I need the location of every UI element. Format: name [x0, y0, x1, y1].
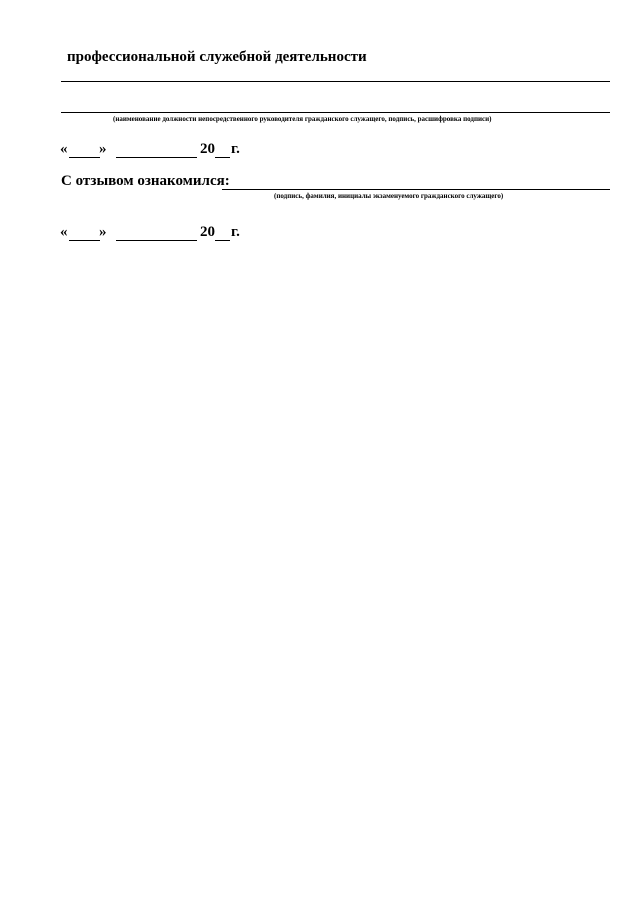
year-blank	[215, 240, 230, 241]
text-underline	[61, 81, 610, 82]
supervisor-caption: (наименование должности непосредственного руководителя гражданского служащего, подпись, расшифровка подписи)	[113, 115, 492, 123]
month-blank	[116, 240, 197, 241]
year-suffix: г.	[231, 224, 240, 240]
acknowledgement-signature-line	[222, 189, 610, 190]
date-close-quote: »	[99, 141, 107, 157]
day-blank	[69, 157, 100, 158]
acknowledgement-caption: (подпись, фамилия, инициалы экзаменуемого гражданского служащего)	[274, 192, 504, 200]
year-prefix: 20	[200, 224, 215, 240]
date-open-quote: «	[60, 224, 68, 240]
year-blank	[215, 157, 230, 158]
date-open-quote: «	[60, 141, 68, 157]
date-close-quote: »	[99, 224, 107, 240]
acknowledgement-label: С отзывом ознакомился:	[61, 173, 230, 189]
year-prefix: 20	[200, 141, 215, 157]
month-blank	[116, 157, 197, 158]
continuation-text: профессиональной служебной деятельности	[67, 49, 367, 65]
day-blank	[69, 240, 100, 241]
supervisor-signature-line	[61, 112, 610, 113]
year-suffix: г.	[231, 141, 240, 157]
